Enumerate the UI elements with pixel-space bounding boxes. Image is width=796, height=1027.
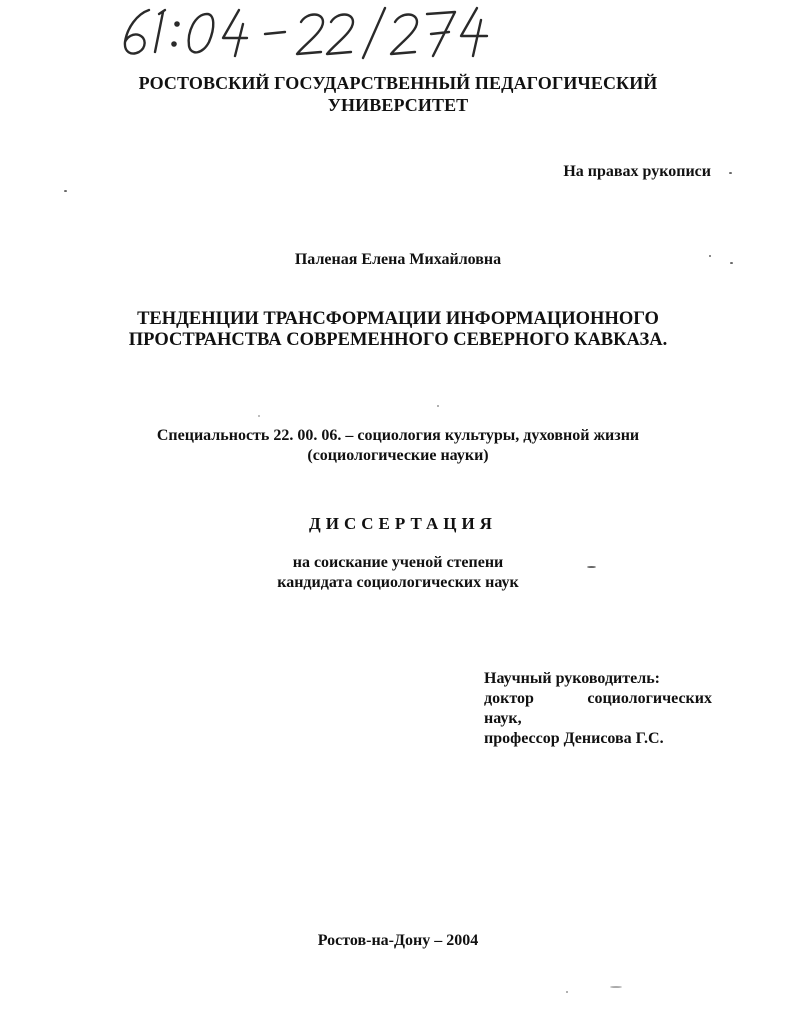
scan-speck [258,415,260,417]
handwritten-archive-code [115,4,515,60]
scan-speck [610,986,622,988]
scan-speck [566,991,568,993]
place-and-year: Ростов-на-Дону – 2004 [317,932,479,949]
supervisor-degree-right: социологических [587,690,712,707]
supervisor-degree-continued: наук, [484,710,522,727]
scan-speck [730,262,733,264]
scan-speck [437,405,439,407]
supervisor-heading: Научный руководитель: [484,670,660,687]
specialty-line-2: (социологические науки) [307,447,489,464]
dissertation-title-line-2: ПРОСТРАНСТВА СОВРЕМЕННОГО СЕВЕРНОГО КАВКАЗА. [128,330,668,350]
supervisor-name: профессор Денисова Г.С. [484,730,664,747]
specialty-line-1: Специальность 22. 00. 06. – социология культуры, духовной жизни [156,427,640,444]
supervisor-degree-left: доктор [484,690,534,707]
degree-line-1: на соискание ученой степени [292,554,504,571]
degree-line-2: кандидата социологических наук [277,574,519,591]
scan-speck [729,172,732,174]
author-name: Паленая Елена Михайловна [294,251,502,268]
degree-statement [0,553,796,593]
university-name [0,72,796,116]
specialty [0,426,796,466]
dissertation-title [0,309,796,351]
scan-speck [64,190,67,192]
manuscript-rights-note: На правах рукописи [563,163,711,180]
university-name-line-2: УНИВЕРСИТЕТ [327,95,469,115]
scan-speck [587,566,596,568]
scientific-supervisor [484,669,712,749]
document-type-heading: ДИССЕРТАЦИЯ [309,514,497,533]
scan-speck [709,255,711,257]
university-name-line-1: РОСТОВСКИЙ ГОСУДАРСТВЕННЫЙ ПЕДАГОГИЧЕСКИЙ [138,73,658,93]
supervisor-degree-row [484,689,712,709]
dissertation-title-line-1: ТЕНДЕНЦИИ ТРАНСФОРМАЦИИ ИНФОРМАЦИОННОГО [137,309,659,329]
